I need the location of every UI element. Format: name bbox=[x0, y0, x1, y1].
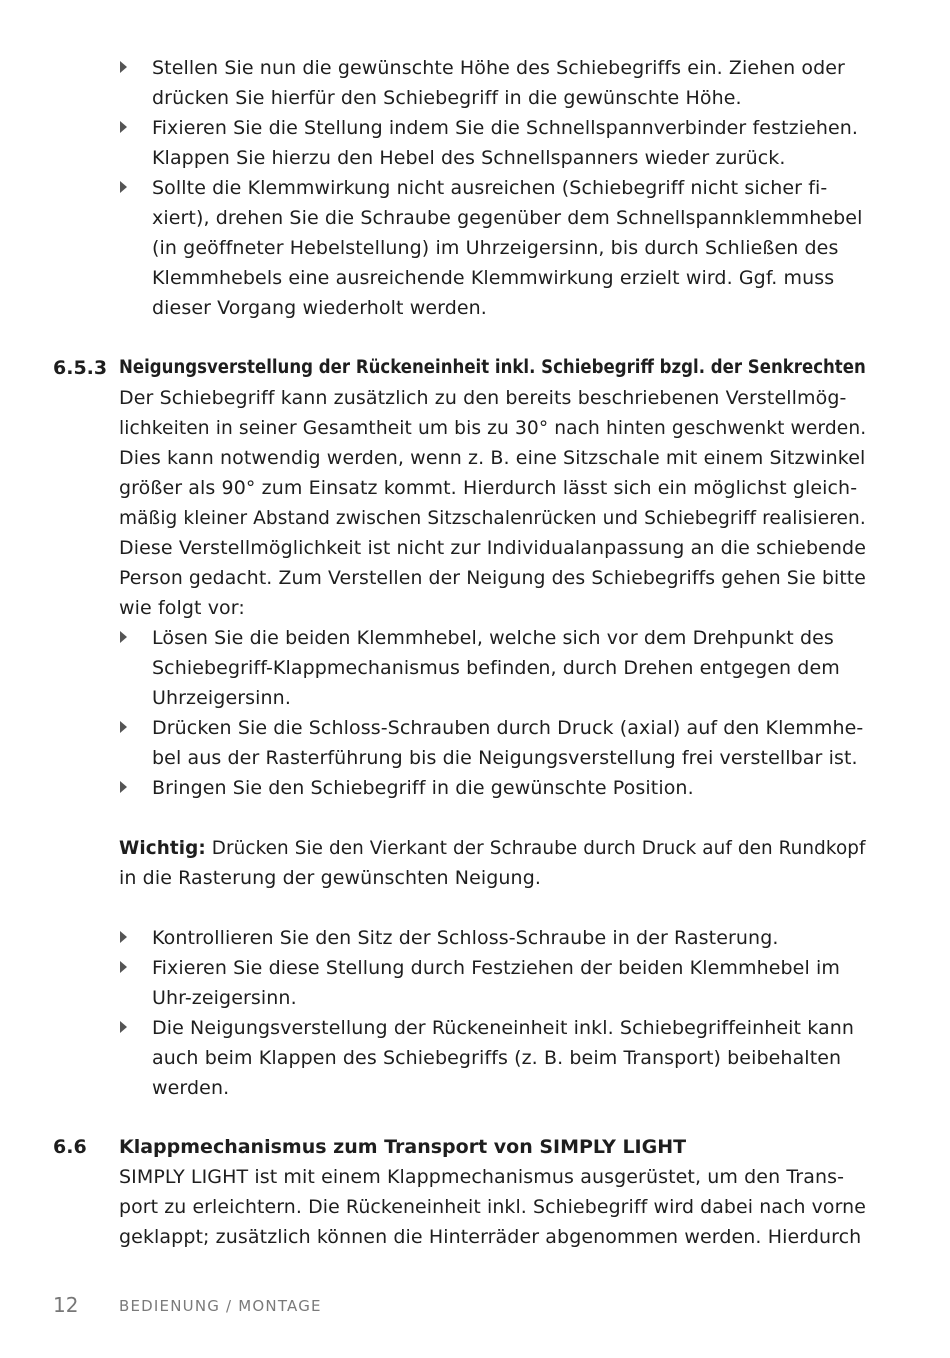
list-item-line: Schiebegriff-Klappmechanismus befinden, durch Drehen entgegen dem bbox=[152, 657, 840, 679]
paragraph-line: wie folgt vor: bbox=[119, 597, 245, 619]
section-number: 6.5.3 bbox=[53, 357, 108, 379]
triangle-bullet-icon bbox=[120, 781, 128, 793]
important-line bbox=[119, 833, 866, 863]
paragraph-line: lichkeiten in seiner Gesamtheit um bis zu 30° nach hinten geschwenkt werden. bbox=[119, 417, 867, 439]
paragraph-line: Dies kann notwendig werden, wenn z. B. eine Sitzschale mit einem Sitzwinkel bbox=[119, 447, 866, 469]
list-item-line: Lösen Sie die beiden Klemmhebel, welche sich vor dem Drehpunkt des bbox=[152, 627, 834, 649]
triangle-bullet-icon bbox=[120, 961, 128, 973]
footer-section-label: BEDIENUNG / MONTAGE bbox=[119, 1297, 322, 1315]
list-item-line: (in geöffneter Hebelstellung) im Uhrzeigersinn, bis durch Schließen des bbox=[152, 237, 839, 259]
section-number: 6.6 bbox=[53, 1136, 87, 1158]
paragraph-line: Diese Verstellmöglichkeit ist nicht zur Individualanpassung an die schiebende bbox=[119, 537, 866, 559]
list-item-line: dieser Vorgang wiederholt werden. bbox=[152, 297, 487, 319]
page-number: 12 bbox=[53, 1293, 79, 1317]
section-heading: Klappmechanismus zum Transport von SIMPLY LIGHT bbox=[119, 1136, 687, 1158]
triangle-bullet-icon bbox=[120, 1021, 128, 1033]
list-item-line: Drücken Sie die Schloss-Schrauben durch Druck (axial) auf den Klemmhe- bbox=[152, 717, 864, 739]
list-item-line: Bringen Sie den Schiebegriff in die gewünschte Position. bbox=[152, 777, 694, 799]
list-item-line: Uhr-zeigersinn. bbox=[152, 987, 297, 1009]
important-line: in die Rasterung der gewünschten Neigung. bbox=[119, 867, 541, 889]
list-item-line: Die Neigungsverstellung der Rückeneinheit inkl. Schiebegriffeinheit kann bbox=[152, 1017, 855, 1039]
important-label: Wichtig: bbox=[119, 837, 206, 859]
paragraph-line: port zu erleichtern. Die Rückeneinheit inkl. Schiebegriff wird dabei nach vorne bbox=[119, 1196, 866, 1218]
list-item-line: xiert), drehen Sie die Schraube gegenüber dem Schnellspannklemmhebel bbox=[152, 207, 863, 229]
list-item-line: Kontrollieren Sie den Sitz der Schloss-Schraube in der Rasterung. bbox=[152, 927, 779, 949]
list-item-line: bel aus der Rasterführung bis die Neigungsverstellung frei verstellbar ist. bbox=[152, 747, 858, 769]
section-heading: Neigungsverstellung der Rückeneinheit inkl. Schiebegriff bzgl. der Senkrechten bbox=[119, 357, 866, 378]
paragraph-line: SIMPLY LIGHT ist mit einem Klappmechanismus ausgerüstet, um den Trans- bbox=[119, 1166, 845, 1188]
paragraph-line: Person gedacht. Zum Verstellen der Neigung des Schiebegriffs gehen Sie bitte bbox=[119, 567, 866, 589]
list-item-line: Sollte die Klemmwirkung nicht ausreichen (Schiebegriff nicht sicher fi- bbox=[152, 177, 828, 199]
paragraph-line: geklappt; zusätzlich können die Hinterräder abgenommen werden. Hierdurch bbox=[119, 1226, 862, 1248]
list-item-line: drücken Sie hierfür den Schiebegriff in die gewünschte Höhe. bbox=[152, 87, 742, 109]
list-item-line: auch beim Klappen des Schiebegriffs (z. B. beim Transport) beibehalten bbox=[152, 1047, 842, 1069]
list-item-line: Stellen Sie nun die gewünschte Höhe des Schiebegriffs ein. Ziehen oder bbox=[152, 57, 845, 79]
triangle-bullet-icon bbox=[120, 61, 128, 73]
list-item-line: werden. bbox=[152, 1077, 230, 1099]
paragraph-line: größer als 90° zum Einsatz kommt. Hierdurch lässt sich ein möglichst gleich- bbox=[119, 477, 858, 499]
triangle-bullet-icon bbox=[120, 121, 128, 133]
triangle-bullet-icon bbox=[120, 631, 128, 643]
list-item-line: Klappen Sie hierzu den Hebel des Schnellspanners wieder zurück. bbox=[152, 147, 786, 169]
paragraph-line: mäßig kleiner Abstand zwischen Sitzschalenrücken und Schiebegriff realisieren. bbox=[119, 507, 866, 529]
list-item-line: Fixieren Sie die Stellung indem Sie die Schnellspannverbinder festziehen. bbox=[152, 117, 859, 139]
triangle-bullet-icon bbox=[120, 931, 128, 943]
triangle-bullet-icon bbox=[120, 181, 128, 193]
list-item-line: Fixieren Sie diese Stellung durch Festziehen der beiden Klemmhebel im bbox=[152, 957, 840, 979]
paragraph-line: Der Schiebegriff kann zusätzlich zu den bereits beschriebenen Verstellmög- bbox=[119, 387, 847, 409]
list-item-line: Uhrzeigersinn. bbox=[152, 687, 291, 709]
list-item-line: Klemmhebels eine ausreichende Klemmwirkung erzielt wird. Ggf. muss bbox=[152, 267, 835, 289]
important-text: Drücken Sie den Vierkant der Schraube durch Druck auf den Rundkopf bbox=[205, 837, 866, 859]
triangle-bullet-icon bbox=[120, 721, 128, 733]
